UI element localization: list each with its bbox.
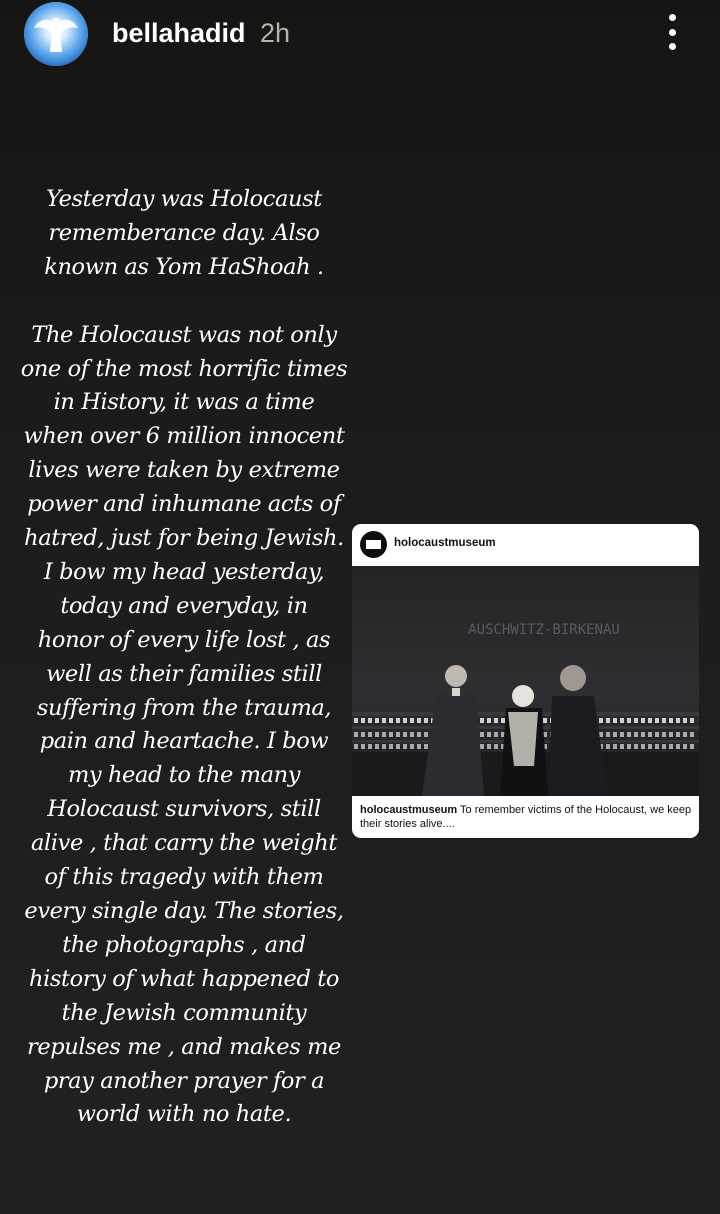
memorial-photo xyxy=(352,566,699,796)
candle xyxy=(375,718,379,723)
candle xyxy=(410,732,414,737)
story-line: when over 6 million innocent xyxy=(23,423,345,450)
candle xyxy=(368,732,372,737)
candle xyxy=(382,718,386,723)
candle xyxy=(648,744,652,749)
story-line: suffering from the trauma, xyxy=(36,694,332,721)
candle xyxy=(690,732,694,737)
story-line: history of what happened to xyxy=(28,965,339,992)
candle xyxy=(690,744,694,749)
candle xyxy=(403,744,407,749)
candle xyxy=(361,744,365,749)
candle xyxy=(683,732,687,737)
candle xyxy=(634,718,638,723)
candle xyxy=(389,718,393,723)
candle xyxy=(417,718,421,723)
candle xyxy=(480,732,484,737)
candle xyxy=(396,732,400,737)
caption-text: To remember victims of the Holocaust, we keep their stories alive.... xyxy=(360,804,692,830)
candle xyxy=(606,732,610,737)
candle xyxy=(375,744,379,749)
story-line: well as their families still xyxy=(46,660,322,687)
candle xyxy=(375,732,379,737)
candle xyxy=(613,718,617,723)
candle xyxy=(613,732,617,737)
story-line: I bow my head yesterday, xyxy=(43,558,325,585)
more-vertical-icon-dot xyxy=(669,29,676,36)
candle xyxy=(641,732,645,737)
candle xyxy=(501,718,505,723)
story-line: Holocaust survivors, still xyxy=(47,796,321,823)
story-text xyxy=(14,183,354,1132)
story-line: alive , that carry the weight xyxy=(31,830,337,857)
story-line: The Holocaust was not only xyxy=(31,321,337,348)
candle xyxy=(424,718,428,723)
story-line: pray another prayer for a xyxy=(43,1067,325,1094)
candle xyxy=(613,744,617,749)
story-line: honor of every life lost , as xyxy=(37,626,331,653)
candle xyxy=(676,744,680,749)
story-line: the photographs , and xyxy=(62,931,306,958)
story-line: every single day. The stories, xyxy=(24,898,344,925)
story-line: power and inhumane acts of xyxy=(27,491,341,518)
avatar[interactable] xyxy=(24,2,88,66)
candle xyxy=(354,744,358,749)
candle xyxy=(382,732,386,737)
candle xyxy=(487,744,491,749)
candle xyxy=(641,744,645,749)
story-line: hatred, just for being Jewish. xyxy=(24,525,344,552)
story-line: my head to the many xyxy=(67,762,301,789)
candle xyxy=(494,732,498,737)
more-vertical-icon xyxy=(669,14,676,21)
candle xyxy=(606,718,610,723)
candle xyxy=(487,718,491,723)
story-line: lives were taken by extreme xyxy=(28,457,340,484)
shared-post-header xyxy=(352,524,699,566)
story-line: the Jewish community xyxy=(61,999,307,1026)
candle xyxy=(494,744,498,749)
candle xyxy=(487,732,491,737)
candle xyxy=(634,732,638,737)
story-line: pain and heartache. I bow xyxy=(39,728,329,755)
candle xyxy=(627,732,631,737)
candle xyxy=(361,732,365,737)
candle xyxy=(627,744,631,749)
candle xyxy=(648,732,652,737)
shared-post-caption xyxy=(360,803,694,831)
candle xyxy=(480,718,484,723)
candle xyxy=(620,744,624,749)
candle xyxy=(641,718,645,723)
candle xyxy=(403,718,407,723)
candle xyxy=(648,718,652,723)
candle xyxy=(417,732,421,737)
candle xyxy=(634,744,638,749)
candle xyxy=(410,718,414,723)
candle xyxy=(410,744,414,749)
museum-logo-icon xyxy=(366,540,381,549)
candle xyxy=(368,744,372,749)
candle xyxy=(676,718,680,723)
candle xyxy=(396,718,400,723)
candle xyxy=(354,732,358,737)
caption-username[interactable]: holocaustmuseum xyxy=(360,804,458,816)
story-line: one of the most horrific times xyxy=(20,355,348,382)
angel-icon xyxy=(24,2,88,66)
candle xyxy=(361,718,365,723)
candle xyxy=(655,744,659,749)
candle xyxy=(389,732,393,737)
candle xyxy=(494,718,498,723)
story-line: rememberance day. Also xyxy=(48,219,320,246)
museum-avatar[interactable] xyxy=(360,531,387,558)
candle xyxy=(606,744,610,749)
candle xyxy=(662,718,666,723)
candle xyxy=(690,718,694,723)
story-line: Yesterday was Holocaust xyxy=(46,186,322,212)
more-options-button[interactable] xyxy=(656,12,688,52)
candle xyxy=(403,732,407,737)
candle xyxy=(354,718,358,723)
candle xyxy=(669,718,673,723)
wall-inscription: AUSCHWITZ-BIRKENAU xyxy=(468,622,620,638)
candle xyxy=(382,744,386,749)
shared-post-image[interactable] xyxy=(352,566,699,796)
story-line: in History, it was a time xyxy=(53,389,315,416)
candle xyxy=(683,718,687,723)
shared-post-card[interactable] xyxy=(352,524,699,838)
candle xyxy=(424,744,428,749)
candle xyxy=(396,744,400,749)
candle xyxy=(424,732,428,737)
candle xyxy=(389,744,393,749)
paragraph-gap xyxy=(14,285,354,319)
candle xyxy=(627,718,631,723)
candle xyxy=(669,744,673,749)
story-username[interactable]: bellahadid xyxy=(112,18,246,48)
candle xyxy=(368,718,372,723)
story-line: known as Yom HaShoah . xyxy=(44,253,324,280)
story-header xyxy=(0,0,720,70)
story-line: today and everyday, in xyxy=(60,592,308,619)
candle xyxy=(620,732,624,737)
candle xyxy=(620,718,624,723)
story-time: 2h xyxy=(260,18,291,48)
candle xyxy=(676,732,680,737)
candle xyxy=(662,732,666,737)
candle xyxy=(655,718,659,723)
candle xyxy=(480,744,484,749)
story-line: world with no hate. xyxy=(76,1101,292,1128)
candle xyxy=(655,732,659,737)
candle xyxy=(662,744,666,749)
story-line: of this tragedy with them xyxy=(44,864,324,891)
shared-post-username[interactable]: holocaustmuseum xyxy=(394,537,496,549)
story-line: repulses me , and makes me xyxy=(27,1033,341,1060)
candle xyxy=(417,744,421,749)
candle xyxy=(543,718,547,723)
candle xyxy=(599,718,603,723)
candle xyxy=(669,732,673,737)
candle xyxy=(683,744,687,749)
more-vertical-icon-dot xyxy=(669,43,676,50)
